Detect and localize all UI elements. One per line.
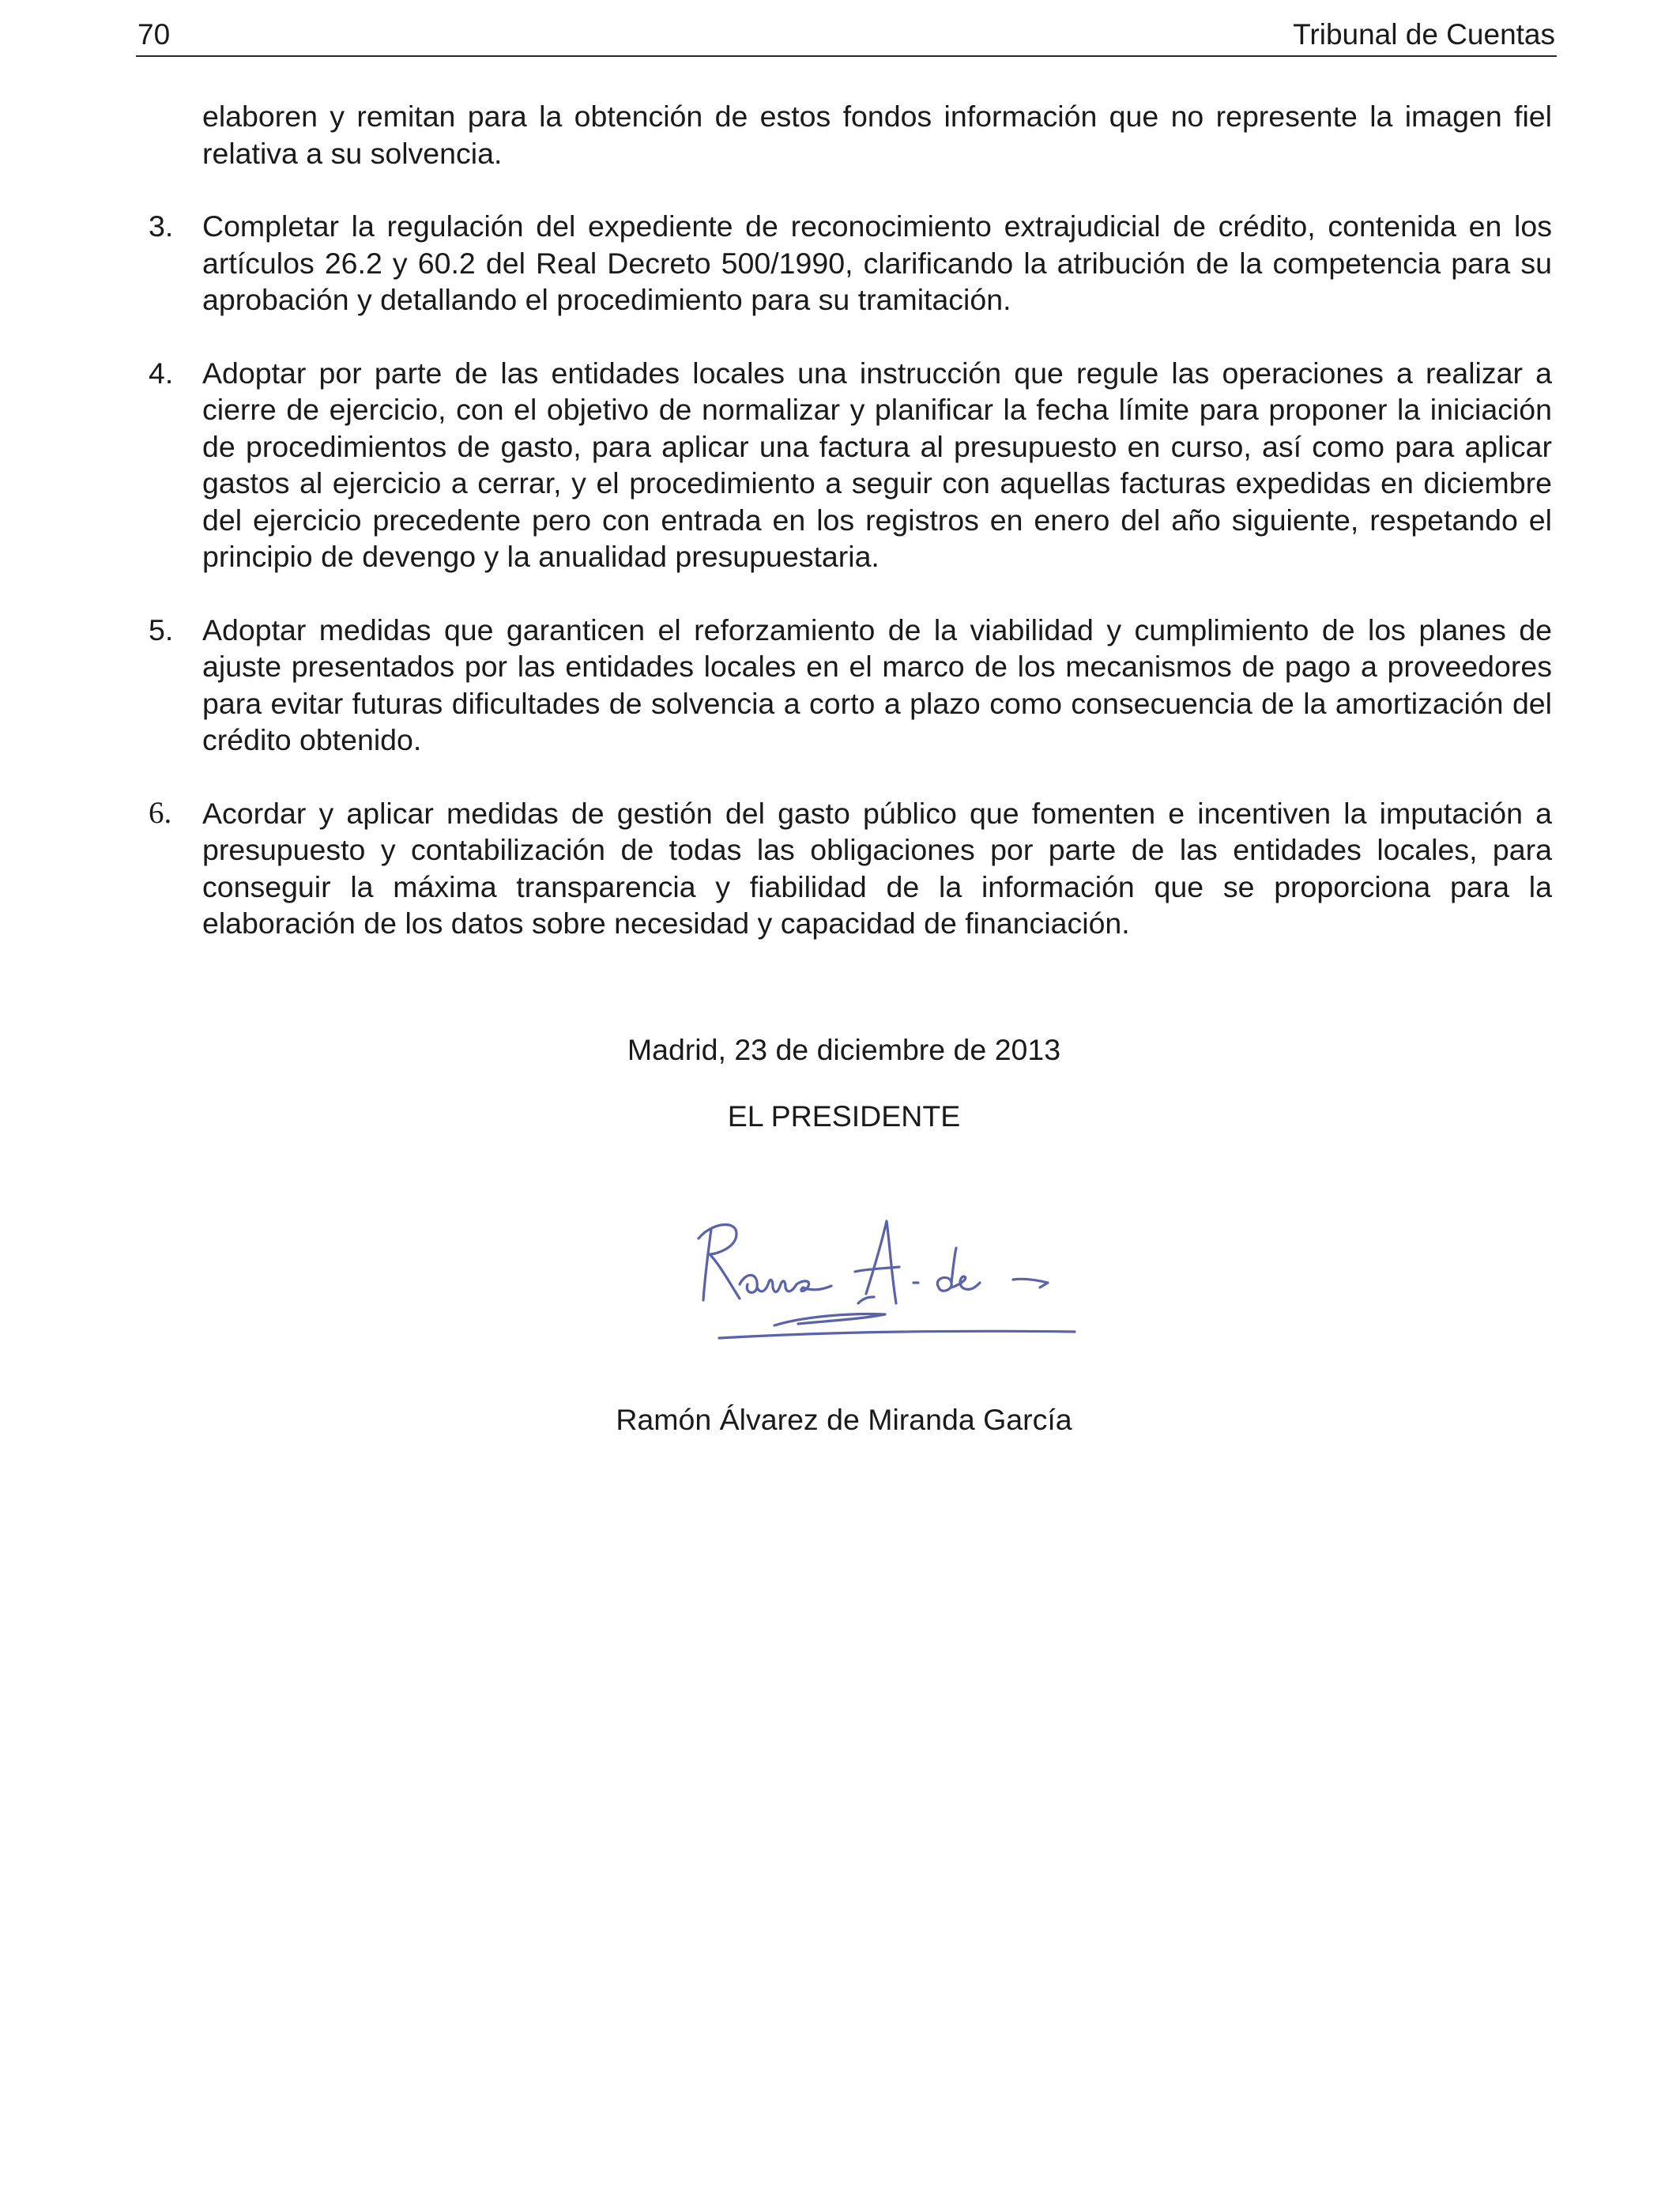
item-text: Adoptar medidas que garanticen el reforzamiento de la viabilidad y cumplimiento de los planes de ajuste presentados por las entidades locales en el marco de los mecanismos de pago a proveedores para evitar futuras dificultades de solvencia a corto a plazo como consecuencia de la amortización del crédito obtenido. [202,613,1552,756]
item-text: Acordar y aplicar medidas de gestión del gasto público que fomenten e incentiven la imputación a presupuesto y contabilización de todas las obligaciones por parte de las entidades locales, para conseguir la máxima transparencia y fiabilidad de la información que se proporciona para la elaboración de los datos sobre necesidad y capacidad de financiación. [202,796,1552,940]
item-number: 6. [149,795,172,830]
publisher-name: Tribunal de Cuentas [1293,18,1555,51]
recommendations-list [149,208,1552,942]
list-item [149,612,1552,759]
page-header [136,14,1557,57]
item-number: 4. [149,356,174,390]
item-text: Adoptar por parte de las entidades locales una instrucción que regule las operaciones a realizar a cierre de ejercicio, con el objetivo de normalizar y planificar la fecha límite para proponer la iniciación de procedimientos de gasto, para aplicar una factura al presupuesto en curso, así como para aplicar gastos al ejercicio a cerrar, y el procedimiento a seguir con aquellas facturas expedidas en diciembre del ejercicio precedente pero con entrada en los registros en enero del año siguiente, respetando el principio de devengo y la anualidad presupuestaria. [202,356,1552,573]
item-text: Completar la regulación del expediente de reconocimiento extrajudicial de crédito, contenida en los artículos 26.2 y 60.2 del Real Decreto 500/1990, clarificando la atribución de la competencia para su aprobación y detallando el procedimiento para su tramitación. [202,209,1552,316]
page-number: 70 [137,18,171,51]
continuation-paragraph: elaboren y remitan para la obtención de estos fondos información que no represente la imagen fiel relativa a su solvencia. [202,100,1552,170]
item-number: 3. [149,209,174,243]
item-number: 5. [149,613,174,647]
list-item [149,355,1552,575]
document-body [149,98,1552,942]
handwritten-signature [687,1205,1098,1348]
place-date: Madrid, 23 de diciembre de 2013 [627,1033,1061,1066]
list-item [149,795,1552,942]
list-item [149,208,1552,319]
signatory-role: EL PRESIDENTE [727,1099,961,1133]
signatory-name: Ramón Álvarez de Miranda García [616,1403,1072,1436]
